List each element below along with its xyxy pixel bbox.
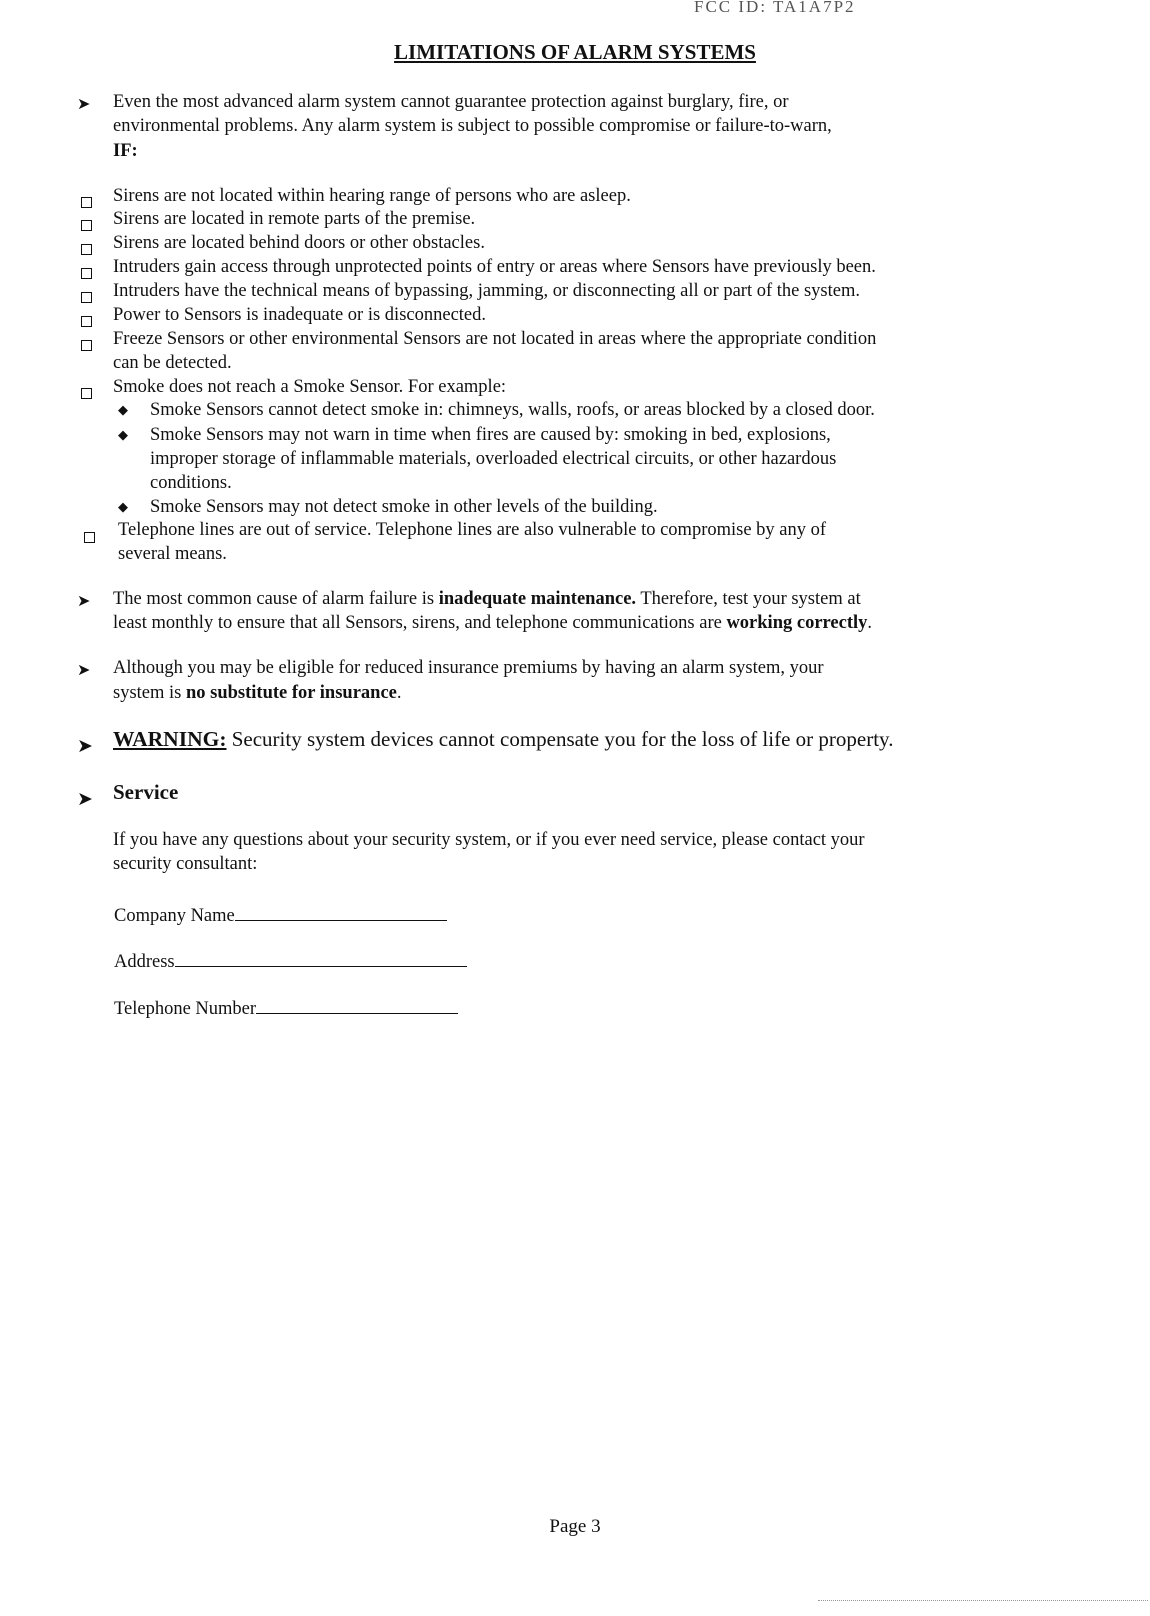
diamond-bullet-icon: ◆ — [118, 427, 128, 442]
checkbox-icon — [84, 532, 95, 543]
condition-item: Intruders gain access through unprotected points of entry or areas where Sensors have previously been. — [113, 257, 876, 277]
checkbox-icon — [81, 244, 92, 255]
telephone-number-field[interactable]: Telephone Number — [114, 995, 458, 1022]
insurance-line-2: system is no substitute for insurance. — [113, 683, 402, 703]
checkbox-icon — [81, 388, 92, 399]
maintenance-line-1: The most common cause of alarm failure is inadequate maintenance. Therefore, test your system at — [113, 589, 861, 609]
insurance-line-1: Although you may be eligible for reduced insurance premiums by having an alarm system, your — [113, 658, 824, 678]
condition-item-cont: can be detected. — [113, 353, 232, 373]
arrow-bullet-icon: ➤ — [77, 593, 91, 610]
condition-item: Sirens are located in remote parts of the premise. — [113, 209, 476, 229]
arrow-bullet-icon: ➤ — [77, 96, 91, 113]
service-line-2: security consultant: — [113, 854, 258, 874]
intro-line-2: environmental problems. Any alarm system is subject to possible compromise or failure-to-warn, — [113, 116, 832, 136]
telephone-number-blank[interactable] — [256, 995, 458, 1014]
arrow-bullet-icon: ➤ — [77, 662, 91, 679]
checkbox-icon — [81, 268, 92, 279]
telephone-line-1: Telephone lines are out of service. Telephone lines are also vulnerable to compromise by any of — [118, 520, 827, 540]
telephone-line-2: several means. — [118, 544, 227, 564]
company-name-blank[interactable] — [235, 902, 447, 921]
condition-item: Sirens are not located within hearing range of persons who are asleep. — [113, 186, 631, 206]
company-name-field[interactable]: Company Name — [114, 902, 447, 929]
condition-item: Freeze Sensors or other environmental Sensors are not located in areas where the appropriate condition — [113, 329, 877, 349]
checkbox-icon — [81, 316, 92, 327]
smoke-example-cont: improper storage of inflammable materials, overloaded electrical circuits, or other hazardous — [150, 449, 837, 469]
checkbox-icon — [81, 340, 92, 351]
diamond-bullet-icon: ◆ — [118, 499, 128, 514]
smoke-example-cont: conditions. — [150, 473, 232, 493]
checkbox-icon — [81, 220, 92, 231]
maintenance-line-2: least monthly to ensure that all Sensors, sirens, and telephone communications are working correctly. — [113, 613, 872, 633]
fcc-id: FCC ID: TA1A7P2 — [694, 0, 856, 16]
address-field[interactable]: Address — [114, 948, 467, 975]
condition-item: Power to Sensors is inadequate or is disconnected. — [113, 305, 487, 325]
service-line-1: If you have any questions about your security system, or if you ever need service, please contact your — [113, 830, 865, 850]
intro-line-3: IF: — [113, 141, 138, 161]
smoke-example: Smoke Sensors may not warn in time when fires are caused by: smoking in bed, explosions, — [150, 425, 831, 445]
intro-line-1: Even the most advanced alarm system cannot guarantee protection against burglary, fire, or — [113, 92, 789, 112]
smoke-example: Smoke Sensors may not detect smoke in other levels of the building. — [150, 497, 658, 517]
condition-item: Intruders have the technical means of bypassing, jamming, or disconnecting all or part of the system. — [113, 281, 860, 301]
address-blank[interactable] — [175, 948, 467, 967]
checkbox-icon — [81, 197, 92, 208]
scan-edge-divider — [818, 1600, 1148, 1602]
condition-item: Smoke does not reach a Smoke Sensor. For example: — [113, 377, 507, 397]
arrow-bullet-icon: ➤ — [77, 789, 93, 810]
smoke-example: Smoke Sensors cannot detect smoke in: chimneys, walls, roofs, or areas blocked by a closed door. — [150, 400, 875, 420]
warning-statement: WARNING: Security system devices cannot compensate you for the loss of life or property. — [113, 727, 894, 751]
arrow-bullet-icon: ➤ — [77, 736, 93, 757]
page-title: LIMITATIONS OF ALARM SYSTEMS — [394, 40, 756, 64]
condition-item: Sirens are located behind doors or other obstacles. — [113, 233, 485, 253]
checkbox-icon — [81, 292, 92, 303]
diamond-bullet-icon: ◆ — [118, 402, 128, 417]
service-heading: Service — [113, 780, 179, 804]
page-number: Page 3 — [549, 1516, 601, 1537]
